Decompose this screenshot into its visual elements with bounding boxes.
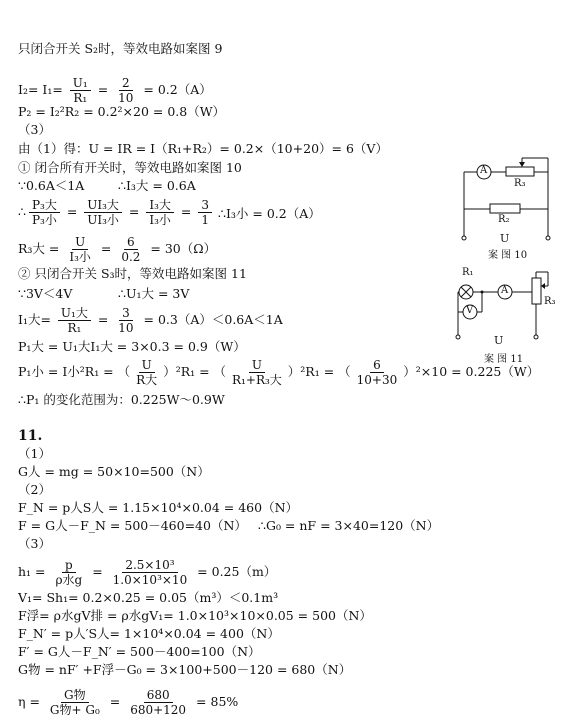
numerator: G物 — [61, 688, 89, 703]
numerator: 680 — [144, 688, 173, 703]
denominator: 0.2 — [121, 250, 141, 264]
text-line: F_N = p人S人 = 1.15×10⁴×0.04 = 460（N） — [18, 500, 299, 515]
fraction — [354, 358, 401, 387]
text-line: ∴G₀ = nF = 3×40=120（N） — [258, 518, 440, 533]
denominator: 1 — [201, 213, 209, 227]
text-line: （3） — [18, 536, 51, 551]
numerator: P₃大 — [29, 198, 60, 213]
fraction — [52, 558, 85, 587]
ammeter-label: A — [501, 285, 509, 296]
resistor-r3-label: R₃ — [544, 296, 556, 307]
fraction — [115, 306, 136, 335]
circuit-figure-10 — [450, 152, 562, 260]
text-line: （1） — [18, 446, 51, 461]
numerator: U₁大 — [58, 306, 91, 321]
denominator: 10 — [118, 321, 134, 335]
text-fragment: R₃大 = — [18, 241, 64, 256]
text-fragment: = — [93, 312, 113, 327]
figure-caption: 案 图 10 — [488, 250, 528, 261]
numerator: U — [139, 358, 155, 373]
equation-h1 — [18, 558, 276, 587]
text-fragment: = — [88, 564, 107, 579]
denominator: ρ水g — [55, 573, 83, 587]
voltage-label: U — [494, 334, 504, 347]
numerator: 3 — [198, 198, 212, 213]
denominator: 10 — [118, 91, 134, 105]
terminal — [546, 236, 550, 240]
denominator: R₁ — [73, 91, 88, 105]
junction — [481, 291, 484, 294]
text-line: V₁= Sh₁= 0.2×0.25 = 0.05（m³）＜0.1m³ — [18, 590, 279, 605]
fraction — [29, 198, 60, 227]
text-fragment: h₁ = — [18, 564, 50, 579]
resistor-r3-symbol — [532, 278, 541, 304]
text-line: ① 闭合所有开关时，等效电路如案图 10 — [18, 160, 242, 175]
numerator: 3 — [119, 306, 133, 321]
numerator: 6 — [370, 358, 384, 373]
figure-caption: 案 图 11 — [484, 354, 524, 365]
lamp-r1-label: R₁ — [462, 267, 474, 278]
fraction — [118, 235, 143, 264]
text-fragment: = 85% — [192, 694, 239, 709]
fraction — [115, 76, 136, 105]
text-line: F = G人－F_N = 500－460=40（N） — [18, 518, 247, 533]
text-fragment: = — [96, 241, 116, 256]
text-line: F浮= ρ水gV排 = ρ水gV₁= 1.0×10³×10×0.05 = 500（N） — [18, 608, 372, 623]
fraction — [229, 358, 285, 387]
text-fragment: = — [176, 204, 196, 219]
text-fragment: = — [124, 204, 144, 219]
text-line: ∴P₁ 的变化范围为：0.225W～0.9W — [18, 392, 225, 407]
denominator: R大 — [136, 373, 158, 387]
fraction — [133, 358, 160, 387]
numerator: p — [62, 558, 76, 573]
text-fragment: P₁小 = I小²R₁ = （ — [18, 364, 131, 379]
resistor-r3-label: R₃ — [514, 178, 526, 189]
denominator: 10+30 — [356, 373, 398, 387]
fraction — [47, 688, 103, 717]
text-line: ∵0.6A＜1A — [18, 178, 85, 193]
circuit-figure-11 — [450, 266, 562, 366]
terminal — [534, 335, 538, 339]
equation-i1max — [18, 306, 283, 335]
text-line: G物 = nF′ +F浮－G₀ = 3×100+500－120 = 680（N） — [18, 662, 352, 677]
text-line: ∴I₃小 = 0.2（A） — [218, 206, 321, 221]
numerator: UI₃大 — [84, 198, 122, 213]
resistor-r3-symbol — [506, 167, 534, 176]
text-line: （2） — [18, 482, 51, 497]
fraction — [58, 306, 91, 335]
equation-p3-ratio — [18, 198, 215, 227]
denominator: I₃小 — [69, 250, 91, 264]
text-fragment: I₁大= — [18, 312, 55, 327]
text-fragment: = 30（Ω） — [146, 241, 217, 256]
denominator: R₁+R₃大 — [232, 373, 282, 387]
text-fragment: = — [62, 204, 82, 219]
equation-r3 — [18, 235, 216, 264]
text-line: ② 只闭合开关 S₃时，等效电路如案图 11 — [18, 266, 247, 281]
arrow-head — [541, 283, 545, 289]
fraction — [146, 198, 174, 227]
text-line: F_N′ = p人′S人= 1×10⁴×0.04 = 400（N） — [18, 626, 280, 641]
denominator: 1.0×10³×10 — [112, 573, 188, 587]
ammeter-label: A — [480, 165, 488, 176]
denominator: I₃小 — [149, 213, 171, 227]
text-line: 由（1）得：U = IR = I（R₁+R₂）= 0.2×（10+20）= 6（V） — [18, 141, 388, 156]
fraction — [110, 558, 191, 587]
fraction — [198, 198, 212, 227]
text-fragment: = 0.3（A）＜0.6A＜1A — [139, 312, 283, 327]
text-line: F′ = G人－F_N′ = 500－400=100（N） — [18, 644, 261, 659]
text-line: （3） — [18, 122, 51, 137]
text-fragment: = 0.2（A） — [139, 82, 212, 97]
denominator: G物+ G₀ — [49, 703, 100, 717]
text-fragment: η = — [18, 694, 44, 709]
text-fragment: ）²R₁ = （ — [163, 364, 227, 379]
denominator: 680+120 — [130, 703, 187, 717]
voltage-label: U — [500, 232, 510, 245]
denominator: UI₃小 — [87, 213, 119, 227]
terminal — [462, 236, 466, 240]
numerator: U — [72, 235, 88, 250]
equation-i2 — [18, 76, 212, 105]
numerator: 2.5×10³ — [122, 558, 177, 573]
resistor-r2-symbol — [490, 204, 520, 213]
text-line: ∵3V＜4V — [18, 286, 73, 301]
problem-number: 11. — [18, 428, 43, 444]
text-fragment: ∴ — [18, 204, 26, 219]
resistor-r2-label: R₂ — [498, 214, 510, 225]
text-line: ∴I₃大 = 0.6A — [118, 178, 196, 193]
text-line: 只闭合开关 S₂时，等效电路如案图 9 — [18, 41, 223, 56]
text-fragment: ）²×10 = 0.225（W） — [403, 364, 540, 379]
numerator: 6 — [124, 235, 138, 250]
text-line: P₂ = I₂²R₂ = 0.2²×20 = 0.8（W） — [18, 104, 226, 119]
text-fragment: = — [105, 694, 125, 709]
text-fragment: ）²R₁ = （ — [287, 364, 351, 379]
text-line: G人 = mg = 50×10=500（N） — [18, 464, 210, 479]
text-fragment: I₂= I₁= — [18, 82, 67, 97]
text-fragment: = 0.25（m） — [193, 564, 277, 579]
equation-efficiency — [18, 688, 238, 717]
fraction — [84, 198, 122, 227]
arrow-head — [519, 162, 525, 167]
fraction — [66, 235, 94, 264]
numerator: I₃大 — [146, 198, 174, 213]
numerator: U — [249, 358, 265, 373]
numerator: 2 — [119, 76, 133, 91]
numerator: U₁ — [70, 76, 91, 91]
text-line: P₁大 = U₁大I₁大 = 3×0.3 = 0.9（W） — [18, 339, 246, 354]
terminal — [456, 335, 460, 339]
text-fragment: = — [93, 82, 113, 97]
fraction — [127, 688, 189, 717]
denominator: P₃小 — [31, 213, 57, 227]
voltmeter-label: V — [466, 305, 474, 316]
denominator: R₁ — [67, 321, 82, 335]
text-line: ∴U₁大 = 3V — [118, 286, 190, 301]
fraction — [70, 76, 91, 105]
